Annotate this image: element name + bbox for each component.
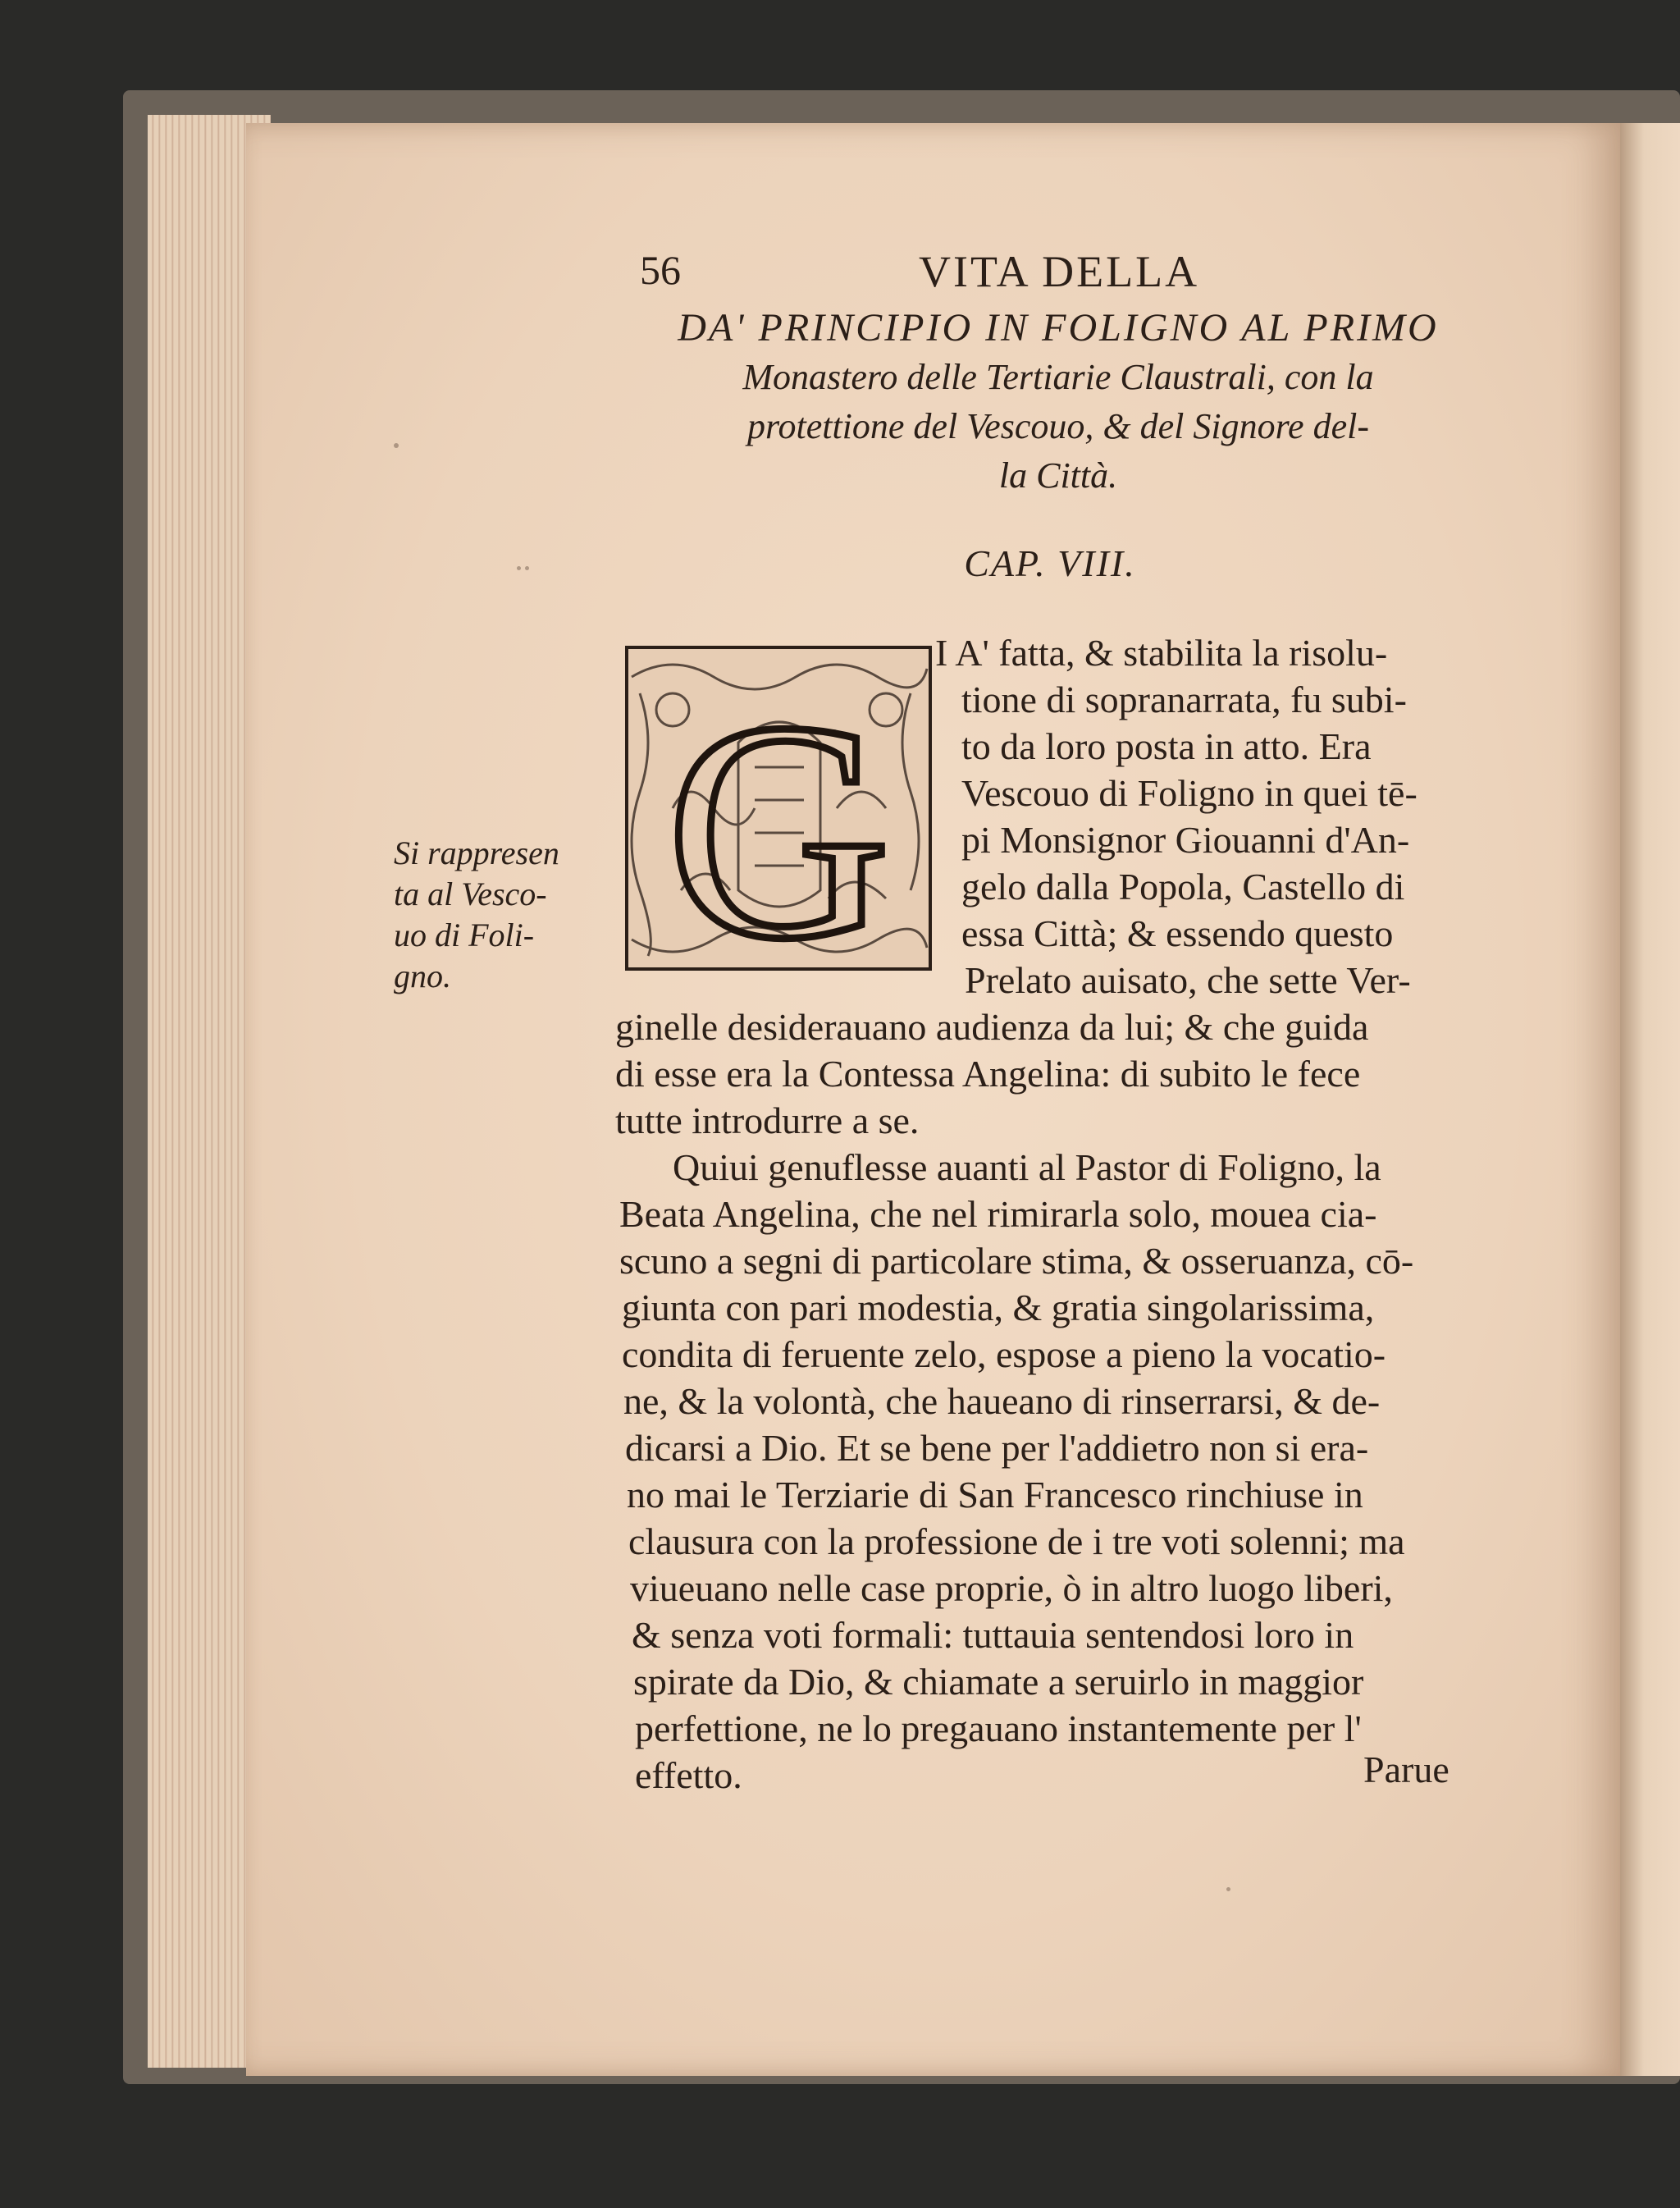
chapter-title-line: DA' PRINCIPIO IN FOLIGNO AL PRIMO <box>678 306 1439 350</box>
body-line: clausura con la professione de i tre voti solenni; ma <box>628 1520 1405 1562</box>
chapter-title-line: protettione del Vescouo, & del Signore del- <box>746 406 1369 446</box>
chapter-heading <box>623 304 1493 501</box>
body-line: Beata Angelina, che nel rimirarla solo, mouea cia- <box>619 1193 1377 1235</box>
running-title: VITA DELLA <box>919 247 1200 296</box>
dust-speck <box>394 443 399 448</box>
body-line: Prelato auisato, che sette Ver- <box>965 959 1411 1001</box>
dust-speck <box>525 566 529 570</box>
margin-note-line: uo di Foli- <box>394 917 535 953</box>
body-line: Quiui genuflesse auanti al Pastor di Foligno, la <box>673 1146 1381 1188</box>
body-line: spirate da Dio, & chiamate a seruirlo in maggior <box>633 1661 1364 1703</box>
chapter-title-line: Monastero delle Tertiarie Claustrali, con la <box>742 357 1374 397</box>
body-line: to da loro posta in atto. Era <box>961 725 1372 767</box>
body-line: I A' fatta, & stabilita la risolu- <box>935 632 1388 674</box>
body-line: viueuano nelle case proprie, ò in altro luogo liberi, <box>630 1567 1393 1609</box>
initial-letter: G <box>665 658 892 972</box>
body-line: ginelle desiderauano audienza da lui; & che guida <box>615 1006 1369 1048</box>
dust-speck <box>517 566 521 570</box>
body-line: Vescouo di Foligno in quei tē- <box>961 772 1418 814</box>
body-line: tutte introdurre a se. <box>615 1099 920 1141</box>
margin-note-line: ta al Vesco- <box>394 875 547 912</box>
body-line: dicarsi a Dio. Et se bene per l'addietro non si era- <box>625 1427 1369 1469</box>
body-line: essa Città; & essendo questo <box>961 912 1394 954</box>
body-line: condita di feruente zelo, espose a pieno la vocatio- <box>622 1333 1386 1375</box>
chapter-title-line: la Città. <box>998 455 1118 496</box>
body-line: giunta con pari modestia, & gratia singolarissima, <box>622 1287 1375 1328</box>
margin-note-line: gno. <box>394 958 451 994</box>
body-line: di esse era la Contessa Angelina: di subito le fece <box>615 1053 1361 1095</box>
body-line: no mai le Terziarie di San Francesco rinchiuse in <box>627 1474 1363 1515</box>
body-line: tione di sopranarrata, fu subi- <box>961 679 1407 720</box>
catchword: Parue <box>1363 1749 1449 1790</box>
body-line: effetto. <box>635 1754 742 1796</box>
margin-note <box>394 833 607 997</box>
decorated-initial <box>623 644 934 972</box>
chapter-number: CAP. VIII. <box>964 542 1136 584</box>
body-line: ne, & la volontà, che haueano di rinserrarsi, & de- <box>623 1380 1381 1422</box>
dust-speck <box>1226 1887 1230 1891</box>
margin-note-line: Si rappresen <box>394 834 559 871</box>
body-line: scuno a segni di particolare stima, & osseruanza, cō- <box>619 1240 1414 1282</box>
body-line: perfettione, ne lo pregauano instantemente per l' <box>635 1707 1362 1749</box>
page-number: 56 <box>640 247 681 293</box>
page-header <box>640 246 1296 312</box>
body-line: gelo dalla Popola, Castello di <box>961 866 1405 907</box>
body-line: & senza voti formali: tuttauia sentendosi loro in <box>632 1614 1354 1656</box>
body-line: pi Monsignor Giouanni d'An- <box>961 819 1410 861</box>
facing-page-edge <box>1620 123 1680 2076</box>
